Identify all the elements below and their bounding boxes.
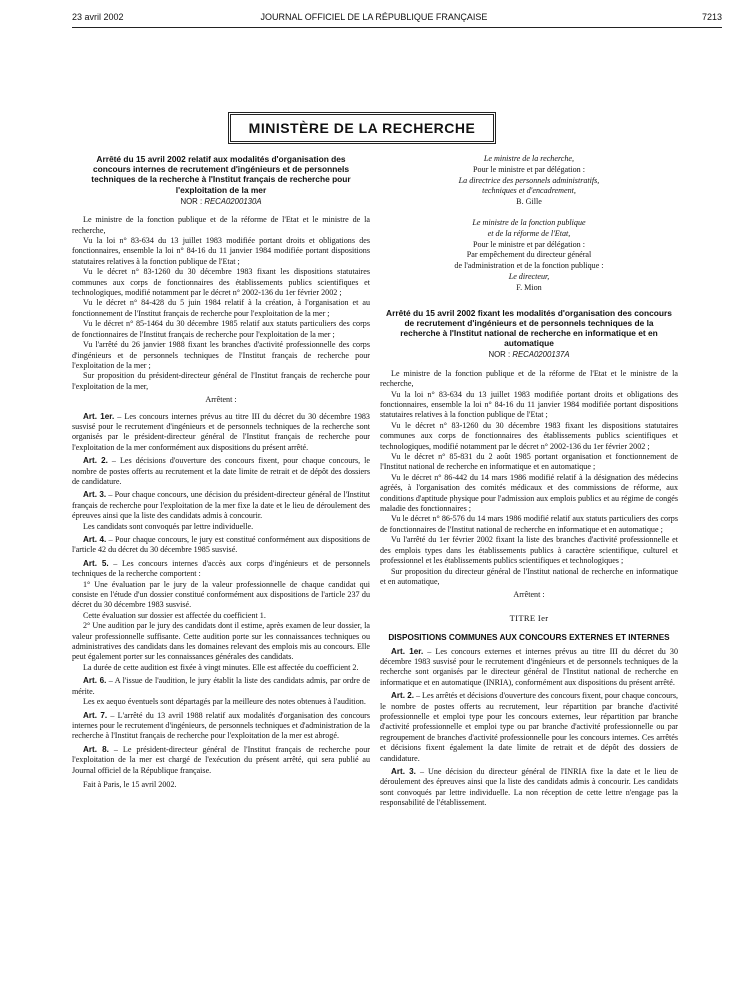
article-text: – Une décision du directeur général de l'INRIA fixe la date et le lieu de déroulement des épreuves ainsi que la liste des candidats admis à concourir. Les candidats sont convoqués par lettre individuelle. La non réception de cette lettre n'engage pas la responsabilité de l'établissement. <box>380 767 678 808</box>
article-paragraph <box>72 522 370 532</box>
visa: Vu le décret n° 86-442 du 14 mars 1986 modifié relatif à la désignation des médecins agréés, à l'organisation des comités médicaux et des commissions de réforme, aux conditions d'aptitude physique pour l'admission aux emplois publics et au régime de congés maladie des fonctionnaires ; <box>380 472 678 514</box>
decree-title-right: Arrêté du 15 avril 2002 fixant les modalités d'organisation des concours de recrutement d'ingénieurs et de personnels techniques de la recherche à l'Institut national de recherche en informatique et en automatique <box>386 307 672 349</box>
article <box>380 767 678 809</box>
dispositions-heading: DISPOSITIONS COMMUNES AUX CONCOURS EXTERNES ET INTERNES <box>388 633 670 643</box>
article-number: Art. 2. <box>391 691 414 701</box>
right-column <box>380 154 678 809</box>
article-text: – Pour chaque concours, le jury est constitué conformément aux dispositions de l'article 42 du décret du 30 décembre 1985 susvisé. <box>72 535 370 555</box>
visa: Vu l'arrêté du 26 janvier 1988 fixant les branches d'activité professionnelle des corps d'ingénieurs et de personnels techniques de l'Institut français de recherche pour l'exploitation de la mer ; <box>72 340 370 370</box>
article-text: – L'arrêté du 13 avril 1988 relatif aux modalités d'organisation des concours internes pour le recrutement d'ingénieurs, de personnels techniques et d'administration de la recherche à l'Institut français de recherche pour l'exploitation de la mer est abrogé. <box>72 710 370 741</box>
ministry-box: MINISTÈRE DE LA RECHERCHE <box>228 112 496 144</box>
article-text: 2° Une audition par le jury des candidats dont il estime, après examen de leur dossier, la valeur professionnelle suffisante. Cette audition porte sur les connaissances techniques ou administratives des candidats dans les domaines relevant des emplois mis au concours. Elle peut également porter sur les connaissances générales des candidats. <box>72 621 370 662</box>
visa: Vu la loi n° 83-634 du 13 juillet 1983 modifiée portant droits et obligations des fonctionnaires, ensemble la loi n° 84-16 du 11 janvier 1984 modifiée portant dispositions statutaires relatives à la fonction publique de l'Etat ; <box>380 389 678 420</box>
visa: Sur proposition du directeur général de l'Institut national de recherche en informatique et en automatique, <box>380 566 678 586</box>
signature-block-1: Le ministre de la recherche, Pour le ministre et par délégation : La directrice des personnels administratifs, techniques et d'encadrement, B. Gille <box>458 154 600 207</box>
article-text: – Le président-directeur général de l'Institut français de recherche pour l'exploitation de la mer est chargé de l'exécution du présent arrêté, qui sera publié au Journal officiel de la République française. <box>72 744 370 775</box>
decree-title-left: Arrêté du 15 avril 2002 relatif aux modalités d'organisation des concours internes de recrutement d'ingénieurs et de personnels techniques de la recherche à l'Institut français de recherche pour l'exploitation de la mer <box>91 154 351 195</box>
article <box>72 745 370 776</box>
article-text: – Les concours externes et internes prévus au titre III du décret du 30 décembre 1983 susvisé pour le recrutement d'ingénieurs et de personnels techniques de la recherche sont organisés par le directeur général de l'Institut national de recherche en informatique et en automatique (INRIA), conformément aux dispositions du présent arrêté. <box>380 646 678 687</box>
visa: Vu l'arrêté du 1er février 2002 fixant la liste des branches d'activité professionnelle et des emplois types dans les établissements publics à caractère scientifique, culturel et professionnel et les établissements publics scientifiques et technologiques ; <box>380 535 678 566</box>
signatory-name: F. Mion <box>516 282 542 292</box>
article <box>72 535 370 556</box>
fait-a-paris: Fait à Paris, le 15 avril 2002. <box>83 779 177 789</box>
nor-label: NOR : <box>488 350 511 360</box>
article-paragraph <box>72 621 370 663</box>
nor-label: NOR : <box>180 196 203 206</box>
article-number: Art. 1er. <box>83 411 115 421</box>
article-number: Art. 3. <box>391 767 416 776</box>
article-text: – A l'issue de l'audition, le jury établit la liste des candidats admis, par ordre de mérite. <box>72 676 370 696</box>
visa: Vu le décret n° 86-576 du 14 mars 1986 modifié relatif aux statuts particuliers des corps de fonctionnaires de l'Institut national de recherche en informatique et en automatique ; <box>380 514 678 534</box>
article-paragraph <box>72 663 370 673</box>
article <box>380 691 678 764</box>
article-text: Cette évaluation sur dossier est affectée du coefficient 1. <box>83 610 266 620</box>
article-number: Art. 4. <box>83 535 107 544</box>
article-number: Art. 1er. <box>391 646 424 656</box>
article-number: Art. 6. <box>83 676 107 686</box>
article-number: Art. 3. <box>83 490 107 500</box>
article-text: – Pour chaque concours, une décision du président-directeur général de l'Institut français de recherche pour l'exploitation de la mer fixe la date et le lieu de déroulement des épreuves ainsi que la liste des candidats admis à concourir. <box>72 490 370 521</box>
visa: Vu la loi n° 83-634 du 13 juillet 1983 modifiée portant droits et obligations des fonctionnaires, ensemble la loi n° 84-16 du 11 janvier 1984 modifiée portant dispositions statutaires relatives à la fonction publique de l'Etat ; <box>72 236 370 266</box>
titre-heading: TITRE Ier <box>509 612 549 623</box>
article-text: 1° Une évaluation par le jury de la valeur professionnelle de chaque candidat qui consiste en l'étude d'un dossier constitué conformément aux dispositions de l'article 237 du décret du 30 décembre 1983 susvisé. <box>72 579 370 610</box>
article-text: – Les décisions d'ouverture des concours fixent, pour chaque concours, le nombre de postes offerts au recrutement et la date limite de retrait et de dépôt des dossiers de candidature. <box>72 456 370 486</box>
arretent: Arrêtent : <box>205 395 237 405</box>
visa: Vu le décret n° 85-1464 du 30 décembre 1985 relatif aux statuts particuliers des corps de fonctionnaires de l'Institut français de recherche pour l'exploitation de la mer ; <box>72 319 370 339</box>
left-column <box>72 154 370 790</box>
article-text: La durée de cette audition est fixée à vingt minutes. Elle est affectée du coefficient 2. <box>83 662 359 672</box>
article-text: – Les concours internes d'accès aux corps d'ingénieurs et de personnels techniques de la recherche comportent : <box>72 558 370 579</box>
article-paragraph <box>72 611 370 621</box>
article-text: – Les concours internes prévus au titre III du décret du 30 décembre 1983 susvisé pour le recrutement d'ingénieurs et de personnels techniques de la recherche sont organisés par le président-directeur général de l'Institut français de recherche pour l'exploitation de la mer conformément aux dispositions du présent arrêté. <box>72 411 370 452</box>
article <box>72 676 370 697</box>
article-text: Les candidats sont convoqués par lettre individuelle. <box>83 521 254 531</box>
page-number: 7213 <box>701 12 722 22</box>
article <box>72 412 370 454</box>
nor-left <box>72 197 370 207</box>
article <box>72 490 370 521</box>
visa: Vu le décret n° 83-1260 du 30 décembre 1983 fixant les dispositions statutaires communes aux corps de fonctionnaires des établissements publics scientifiques et technologiques, modifié notamment par le décret n° 2002-136 du 1er février 2002 ; <box>380 420 678 451</box>
article-text: Les ex aequo éventuels sont départagés par la meilleure des notes obtenues à l'audition. <box>83 697 366 707</box>
header-rule <box>72 27 722 28</box>
article-paragraph <box>72 697 370 707</box>
arretent: Arrêtent : <box>513 590 545 600</box>
nor-code: RECA0200137A <box>512 350 570 360</box>
article-number: Art. 5. <box>83 558 109 568</box>
article-paragraph <box>72 580 370 611</box>
visa: Vu le décret n° 85-831 du 2 août 1985 portant organisation et fonctionnement de l'Institut national de recherche en informatique et en automatique ; <box>380 452 678 472</box>
visa: Le ministre de la fonction publique et de la réforme de l'Etat et le ministre de la recherche, <box>72 215 370 235</box>
journal-title: JOURNAL OFFICIEL DE LA RÉPUBLIQUE FRANÇAISE <box>260 12 488 22</box>
visa: Vu le décret n° 84-428 du 5 juin 1984 relatif à la création, à l'organisation et au fonctionnement de l'Institut français de recherche pour l'exploitation de la mer ; <box>72 298 370 318</box>
article-number: Art. 7. <box>83 710 108 720</box>
visa: Le ministre de la fonction publique et de la réforme de l'Etat et le ministre de la recherche, <box>380 368 678 389</box>
article-number: Art. 2. <box>83 456 108 466</box>
article <box>380 647 678 689</box>
article <box>72 711 370 742</box>
header-date: 23 avril 2002 <box>72 12 124 22</box>
visa: Sur proposition du président-directeur général de l'Institut français de recherche pour l'exploitation de la mer, <box>72 371 370 391</box>
signatory-name: B. Gille <box>516 197 542 207</box>
visa: Vu le décret n° 83-1260 du 30 décembre 1983 fixant les dispositions statutaires communes aux corps de fonctionnaires des établissements publics scientifiques et technologiques, modifié notamment par le décret n° 2002-136 du 1er février 2002 ; <box>72 267 370 298</box>
article-text: – Les arrêtés et décisions d'ouverture des concours fixent, pour chaque concours, le nombre de postes offerts au recrutement, leur répartition par branche d'activité professionnelle et emploi type pour les concours externes, leur répartition par branche d'activité professionnelle et emploi type ou par branche d'activité professionnelle ou par regroupement de branches d'activité professionnelle pour les concours internes. Ces arrêtés et décisions fixent également la date limite de retrait et de dépôt des dossiers de candidature. <box>380 691 678 763</box>
nor-code: RECA0200130A <box>204 196 262 206</box>
article <box>72 456 370 487</box>
nor-right <box>380 350 678 360</box>
article-number: Art. 8. <box>83 744 109 754</box>
signature-block-2: Le ministre de la fonction publique et de la réforme de l'Etat, Pour le ministre et par délégation : Par empêchement du directeur général de l'administration et de la fonction publique : Le directeur, F. Mion <box>454 217 604 292</box>
article <box>72 559 370 580</box>
